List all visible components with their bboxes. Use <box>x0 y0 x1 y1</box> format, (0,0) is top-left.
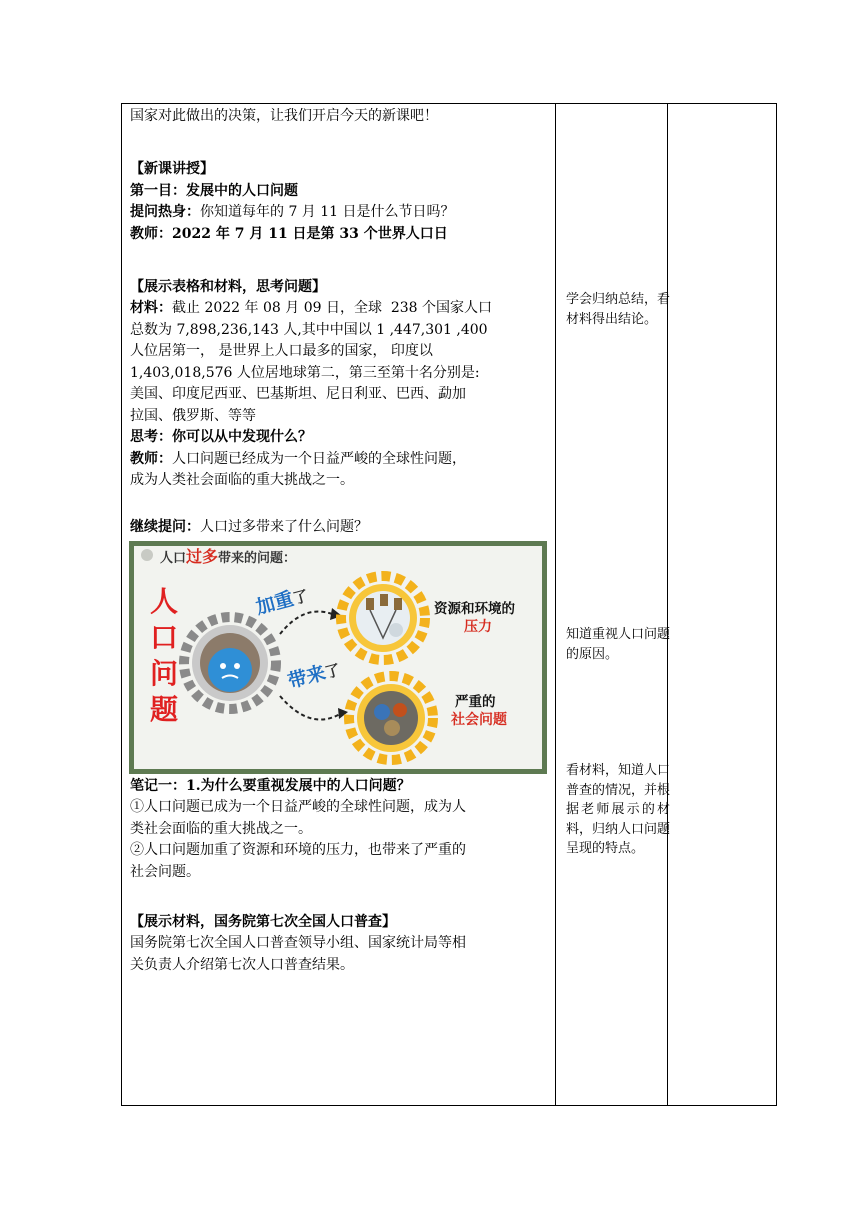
note1-label: 笔记一： <box>130 777 186 794</box>
result1-line2: 压力 <box>464 618 492 635</box>
gear-crowd-icon <box>184 617 276 709</box>
svg-text:题: 题 <box>150 692 179 726</box>
svg-text:问: 问 <box>150 656 179 690</box>
arrow-bring <box>280 656 348 719</box>
census-line-2: 关负责人介绍第七次人口普查结果。 <box>130 956 354 973</box>
section-heading-new-lesson: 【新课讲授】 <box>130 161 214 177</box>
teacher-line-2: 成为人类社会面临的重大挑战之一。 <box>130 472 354 488</box>
side-note-1: 学会归纳总结，看材料得出结论。 <box>566 292 671 327</box>
note1-item2b: 社会问题。 <box>130 863 200 880</box>
material-line-2: 总数为 7,898,236,143 人,其中中国以 1 ,447,301 ,400 <box>130 321 488 338</box>
think-question: 思考：你可以从中发现什么？ <box>130 429 312 445</box>
note1-heading <box>130 776 554 798</box>
material-line-5: 美国、印度尼西亚、巴基斯坦、尼日利亚、巴西、勐加 <box>130 386 466 402</box>
result2-line1: 严重的 <box>455 693 496 710</box>
column-divider-1 <box>555 104 556 1105</box>
census-line-1: 国务院第七次全国人口普查领导小组、国家统计局等相 <box>130 935 466 951</box>
svg-text:口: 口 <box>150 620 179 654</box>
lesson-table <box>121 103 777 1106</box>
material-line-3: 人位居第一， 是世界上人口最多的国家， 印度以 <box>130 343 433 359</box>
column-divider-2 <box>667 104 668 1105</box>
society-gear-icon <box>349 676 433 760</box>
figure-header: 人口过多带来的问题： <box>160 546 297 566</box>
section-heading-census: 【展示材料，国务院第七次全国人口普查】 <box>130 913 396 930</box>
warmup-question <box>130 202 554 224</box>
result1-line1: 资源和环境的 <box>434 600 515 617</box>
svg-text:带来了: 带来了 <box>285 660 343 693</box>
figure-illustration <box>134 546 542 769</box>
part1-title: 第一目：发展中的人口问题 <box>130 182 298 199</box>
arrow-aggravate <box>253 582 342 633</box>
followup-label: 继续提问： <box>130 519 200 535</box>
teacher-answer-1: 教师：2022 年 7 月 11 日是第 33 个世界人口日 <box>130 225 448 242</box>
big-label <box>150 585 178 726</box>
material-label: 材料： <box>130 300 172 316</box>
note1-item1a: ①人口问题已成为一个日益严峻的全球性问题，成为人 <box>130 799 466 815</box>
main-column <box>130 106 554 976</box>
side-note-2: 知道重视人口问题的原因。 <box>566 627 671 662</box>
side-note-3: 看材料，知道人口普查的情况，并根据老师展示的材料，归纳人口问题呈现的特点。 <box>566 763 671 856</box>
population-problem-figure <box>129 541 547 774</box>
material-line-4: 1,403,018,576 人位居地球第二，第三至第十名分别是: <box>130 364 480 381</box>
result-labels <box>434 600 515 728</box>
note1-title: 1.为什么要重视发展中的人口问题？ <box>186 777 411 794</box>
note1-item1b: 类社会面临的重大挑战之一。 <box>130 820 312 837</box>
section-heading-materials: 【展示表格和材料，思考问题】 <box>130 278 326 295</box>
warmup-label: 提问热身： <box>130 204 200 220</box>
svg-text:加重了: 加重了 <box>253 586 311 619</box>
resource-gear-icon <box>341 576 425 660</box>
warmup-text: 你知道每年的 7 月 11 日是什么节日吗？ <box>200 204 455 220</box>
intro-text: 国家对此做出的决策，让我们开启今天的新课吧！ <box>130 108 438 124</box>
note1-item2a: ②人口问题加重了资源和环境的压力，也带来了严重的 <box>130 842 466 858</box>
teacher-label: 教师： <box>130 450 172 467</box>
result2-line2: 社会问题 <box>451 711 507 728</box>
svg-text:人: 人 <box>150 584 179 618</box>
teacher-line-1: 教师：人口问题已经成为一个日益严峻的全球性问题， <box>130 450 466 467</box>
followup-question: 继续提问：人口过多带来了什么问题？ <box>130 519 368 535</box>
material-line-1: 材料：截止 2022 年 08 月 09 日，全球 238 个国家人口 <box>130 300 493 316</box>
material-line-6: 拉国、俄罗斯、等等 <box>130 407 256 424</box>
